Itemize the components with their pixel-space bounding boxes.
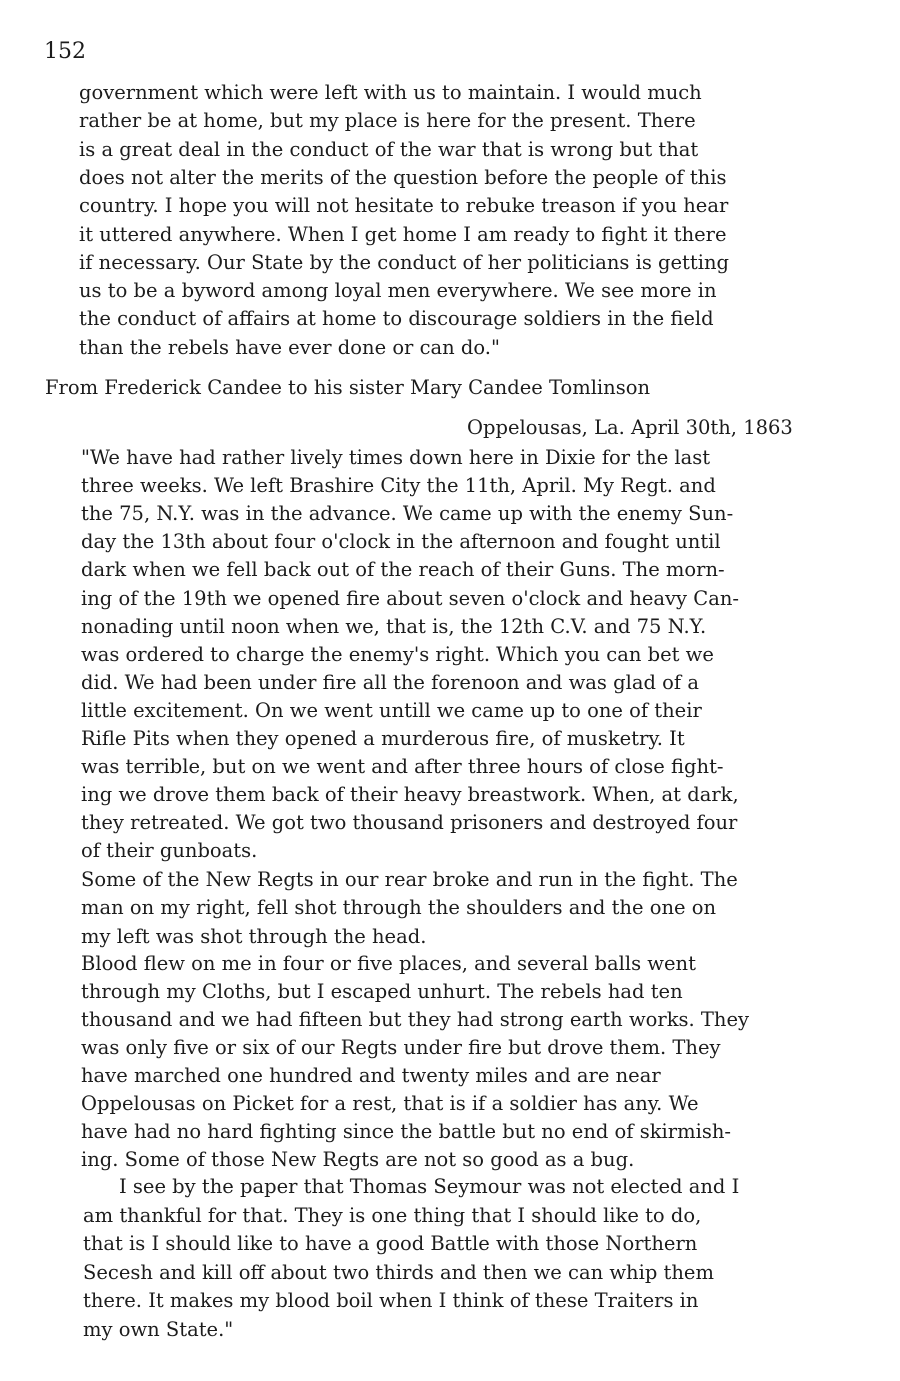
text-line: is a great deal in the conduct of the war that is wrong but that — [79, 137, 699, 161]
text-line: was only five or six of our Regts under fire but drove them. They — [81, 1036, 721, 1059]
text-line: government which were left with us to maintain. I would much — [79, 81, 702, 104]
text-line: Some of the New Regts in our rear broke and run in the fight. The — [81, 868, 738, 891]
text-line: they retreated. We got two thousand prisoners and destroyed four — [81, 811, 738, 835]
text-line: my left was shot through the head. — [81, 924, 427, 948]
text-line: us to be a byword among loyal men everywhere. We see more in — [79, 279, 717, 303]
text-line: rather be at home, but my place is here for the present. There — [79, 109, 696, 133]
text-line: dark when we fell back out of the reach of their Guns. The morn- — [81, 558, 725, 582]
text-line: was ordered to charge the enemy's right. Which you can bet we — [81, 642, 714, 666]
text-line: that is I should like to have a good Battle with those Northern — [83, 1232, 698, 1255]
text-line: was terrible, but on we went and after three hours of close fight- — [81, 755, 724, 779]
page-number: 152 — [44, 39, 86, 64]
text-line: three weeks. We left Brashire City the 11th, April. My Regt. and — [81, 474, 716, 498]
text-line: country. I hope you will not hesitate to rebuke treason if you hear — [79, 194, 729, 218]
text-line: Rifle Pits when they opened a murderous fire, of musketry. It — [81, 727, 685, 750]
text-line: my own State." — [83, 1317, 234, 1341]
text-line: of their gunboats. — [81, 839, 258, 863]
text-line: nonading until noon when we, that is, the 12th C.V. and 75 N.Y. — [81, 614, 707, 638]
text-line: ing of the 19th we opened fire about seven o'clock and heavy Can- — [81, 586, 739, 610]
text-line: Oppelousas on Picket for a rest, that is if a soldier has any. We — [81, 1092, 699, 1115]
text-line: the conduct of affairs at home to discourage soldiers in the field — [79, 307, 714, 331]
text-line: through my Cloths, but I escaped unhurt. The rebels had ten — [81, 980, 683, 1003]
letter-heading: From Frederick Candee to his sister Mary Candee Tomlinson — [45, 376, 651, 399]
text-line: thousand and we had fifteen but they had strong earth works. They — [81, 1008, 750, 1031]
text-line: I see by the paper that Thomas Seymour was not elected and I — [119, 1175, 740, 1198]
text-line: it uttered anywhere. When I get home I am ready to fight it there — [79, 222, 727, 246]
text-line: if necessary. Our State by the conduct of her politicians is getting — [79, 250, 730, 274]
text-line: ing. Some of those New Regts are not so good as a bug. — [81, 1148, 635, 1171]
text-line: man on my right, fell shot through the shoulders and the one on — [81, 896, 717, 920]
text-line: Secesh and kill off about two thirds and then we can whip them — [83, 1260, 714, 1284]
text-line: than the rebels have ever done or can do." — [79, 335, 500, 359]
text-line: have had no hard fighting since the battle but no end of skirmish- — [81, 1120, 731, 1143]
text-line: does not alter the merits of the question before the people of this — [79, 165, 727, 189]
text-line: did. We had been under fire all the forenoon and was glad of a — [81, 670, 699, 694]
text-line: "We have had rather lively times down here in Dixie for the last — [81, 446, 711, 469]
text-line: have marched one hundred and twenty miles and are near — [81, 1064, 661, 1087]
text-line: day the 13th about four o'clock in the afternoon and fought until — [81, 530, 721, 554]
text-line: little excitement. On we went untill we came up to one of their — [81, 698, 702, 722]
text-line: the 75, N.Y. was in the advance. We came up with the enemy Sun- — [81, 502, 734, 526]
text-line: Blood flew on me in four or five places, and several balls went — [81, 952, 696, 975]
text-line: ing we drove them back of their heavy breastwork. When, at dark, — [81, 783, 739, 807]
text-line: there. It makes my blood boil when I think of these Traiters in — [83, 1289, 699, 1312]
letter-dateline: Oppelousas, La. April 30th, 1863 — [467, 416, 793, 439]
text-line: am thankful for that. They is one thing that I should like to do, — [83, 1203, 702, 1227]
